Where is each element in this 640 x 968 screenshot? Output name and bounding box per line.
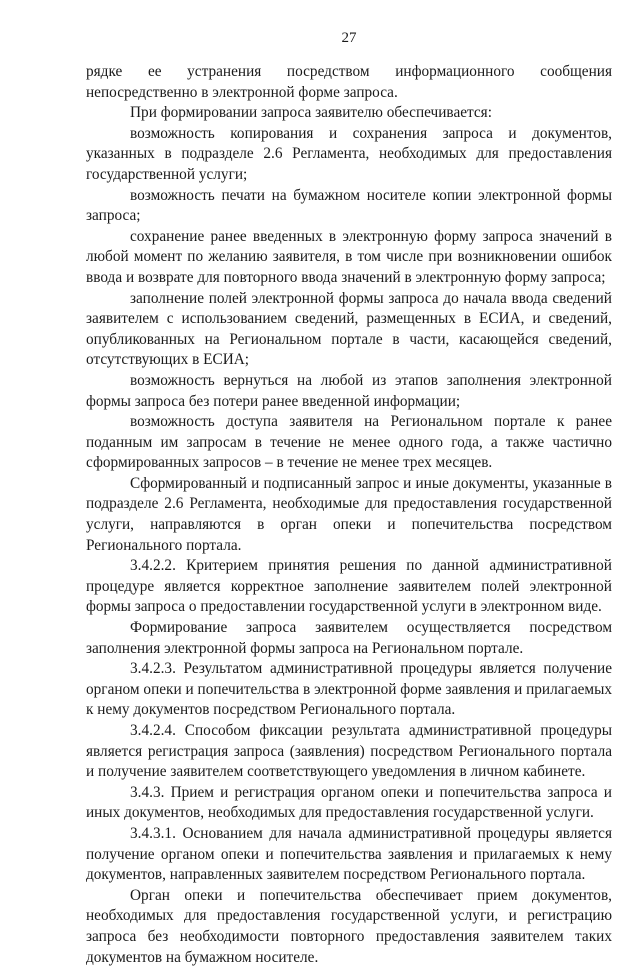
paragraph: заполнение полей электронной формы запроса до начала ввода сведений заявителем с использованием сведений, размещенных в ЕСИА, и сведений, опубликованных на Региональном портале в части, касающейся сведений, отсутствующих в ЕСИА; [86, 289, 612, 369]
page-number: 27 [341, 30, 357, 46]
paragraph: 3.4.2.2. Критерием принятия решения по данной административной процедуре является корректное заполнение заявителем полей электронной формы запроса о предоставлении государственной услуги в электронном виде. [86, 557, 612, 616]
paragraph: 3.4.2.4. Способом фиксации результата административной процедуры является регистрация запроса (заявления) посредством Регионального портала и получение заявителем соответствующего уведомления в личном кабинете. [86, 722, 612, 781]
paragraph: сохранение ранее введенных в электронную форму запроса значений в любой момент по желанию заявителя, в том числе при возникновении ошибок ввода и возврате для повторного ввода значений в электронную форму запроса; [86, 227, 612, 286]
paragraph: Орган опеки и попечительства обеспечивает прием документов, необходимых для предоставления государственной услуги, и регистрацию запроса без необходимости повторного предоставления заявителем таких документов на бумажном носителе. [86, 886, 612, 966]
paragraph: возможность печати на бумажном носителе копии электронной формы запроса; [86, 186, 612, 225]
document-page [86, 28, 612, 968]
paragraph: 3.4.3.1. Основанием для начала административной процедуры является получение органом опеки и попечительства заявления и прилагаемых к нему документов, направленных заявителем посредством Регионального портала. [86, 824, 612, 884]
paragraph: рядке ее устранения посредством информационного сообщения непосредственно в электронной форме запроса. [86, 63, 612, 101]
paragraph: возможность доступа заявителя на Региональном портале к ранее поданным им запросам в течение не менее одного года, а также частично сформированных запросов – в течение не менее трех месяцев. [86, 413, 612, 472]
paragraph: возможность копирования и сохранения запроса и документов, указанных в подразделе 2.6 Регламента, необходимых для предоставления государственной услуги; [86, 124, 612, 183]
paragraph: 3.4.2.3. Результатом административной процедуры является получение органом опеки и попечительства в электронной форме заявления и прилагаемых к нему документов посредством Регионального портала. [86, 660, 612, 719]
document-body [86, 62, 612, 968]
paragraph: 3.4.3. Прием и регистрация органом опеки и попечительства запроса и иных документов, необходимых для предоставления государственной услуги. [86, 783, 612, 822]
paragraph: При формировании запроса заявителю обеспечивается: [130, 104, 492, 122]
paragraph: Сформированный и подписанный запрос и иные документы, указанные в подразделе 2.6 Регламента, необходимые для предоставления государственной услуги, направляются в орган опеки и попечительства посредством Регионального портала. [86, 474, 612, 554]
paragraph: Формирование запроса заявителем осуществляется посредством заполнения электронной формы запроса на Региональном портале. [86, 619, 612, 657]
paragraph: возможность вернуться на любой из этапов заполнения электронной формы запроса без потери ранее введенной информации; [86, 371, 612, 410]
